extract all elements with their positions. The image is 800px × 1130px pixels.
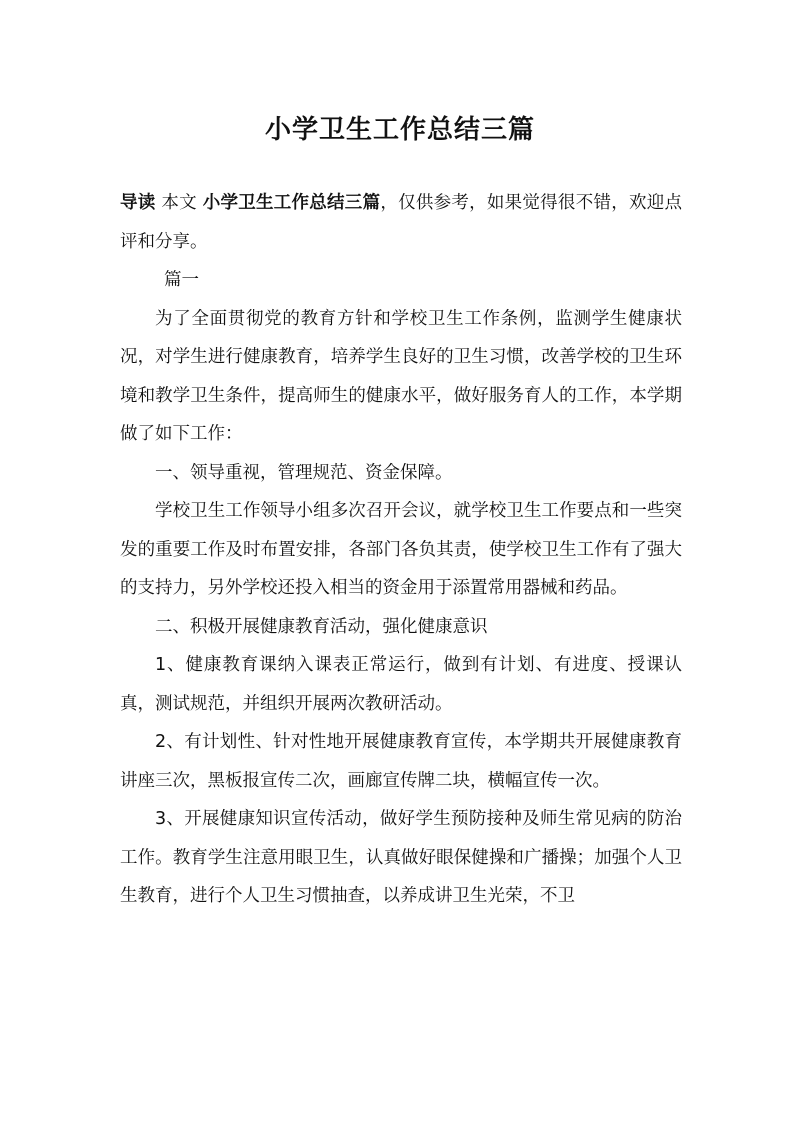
document-body — [120, 184, 682, 916]
list-item: 3、开展健康知识宣传活动，做好学生预防接种及师生常见病的防治工作。教育学生注意用眼卫生，认真做好眼保健操和广播操；加强个人卫生教育，进行个人卫生习惯抽查，以养成讲卫生光荣，不卫 — [120, 809, 682, 906]
subheading: 二、积极开展健康教育活动，强化健康意识 — [155, 616, 488, 637]
intro-suffix: ，仅供参考，如果觉得很不错，欢迎点评和分享。 — [120, 193, 682, 252]
page-title: 小学卫生工作总结三篇 — [264, 115, 535, 145]
section-heading: 篇一 — [164, 270, 199, 290]
intro-label: 导读 — [120, 193, 156, 213]
subheading: 一、领导重视，管理规范、资金保障。 — [155, 462, 453, 483]
list-item: 1、健康教育课纳入课表正常运行，做到有计划、有进度、授课认真，测试规范，并组织开展两次教研活动。 — [120, 655, 682, 714]
list-item: 2、有计划性、针对性地开展健康教育宣传，本学期共开展健康教育讲座三次，黑板报宣传二次，画廊宣传牌二块，横幅宣传一次。 — [120, 732, 682, 791]
body-paragraph: 为了全面贯彻党的教育方针和学校卫生工作条例，监测学生健康状况，对学生进行健康教育，培养学生良好的卫生习惯，改善学校的卫生环境和教学卫生条件，提高师生的健康水平，做好服务育人的工作，本学期做了如下工作： — [120, 308, 682, 444]
body-paragraph: 学校卫生工作领导小组多次召开会议，就学校卫生工作要点和一些突发的重要工作及时布置安排，各部门各负其责，使学校卫生工作有了强大的支持力，另外学校还投入相当的资金用于添置常用器械和药品。 — [120, 501, 682, 598]
intro-prefix: 本文 — [161, 193, 197, 213]
intro-paragraph — [120, 184, 682, 261]
intro-title-reference: 小学卫生工作总结三篇 — [202, 193, 381, 213]
